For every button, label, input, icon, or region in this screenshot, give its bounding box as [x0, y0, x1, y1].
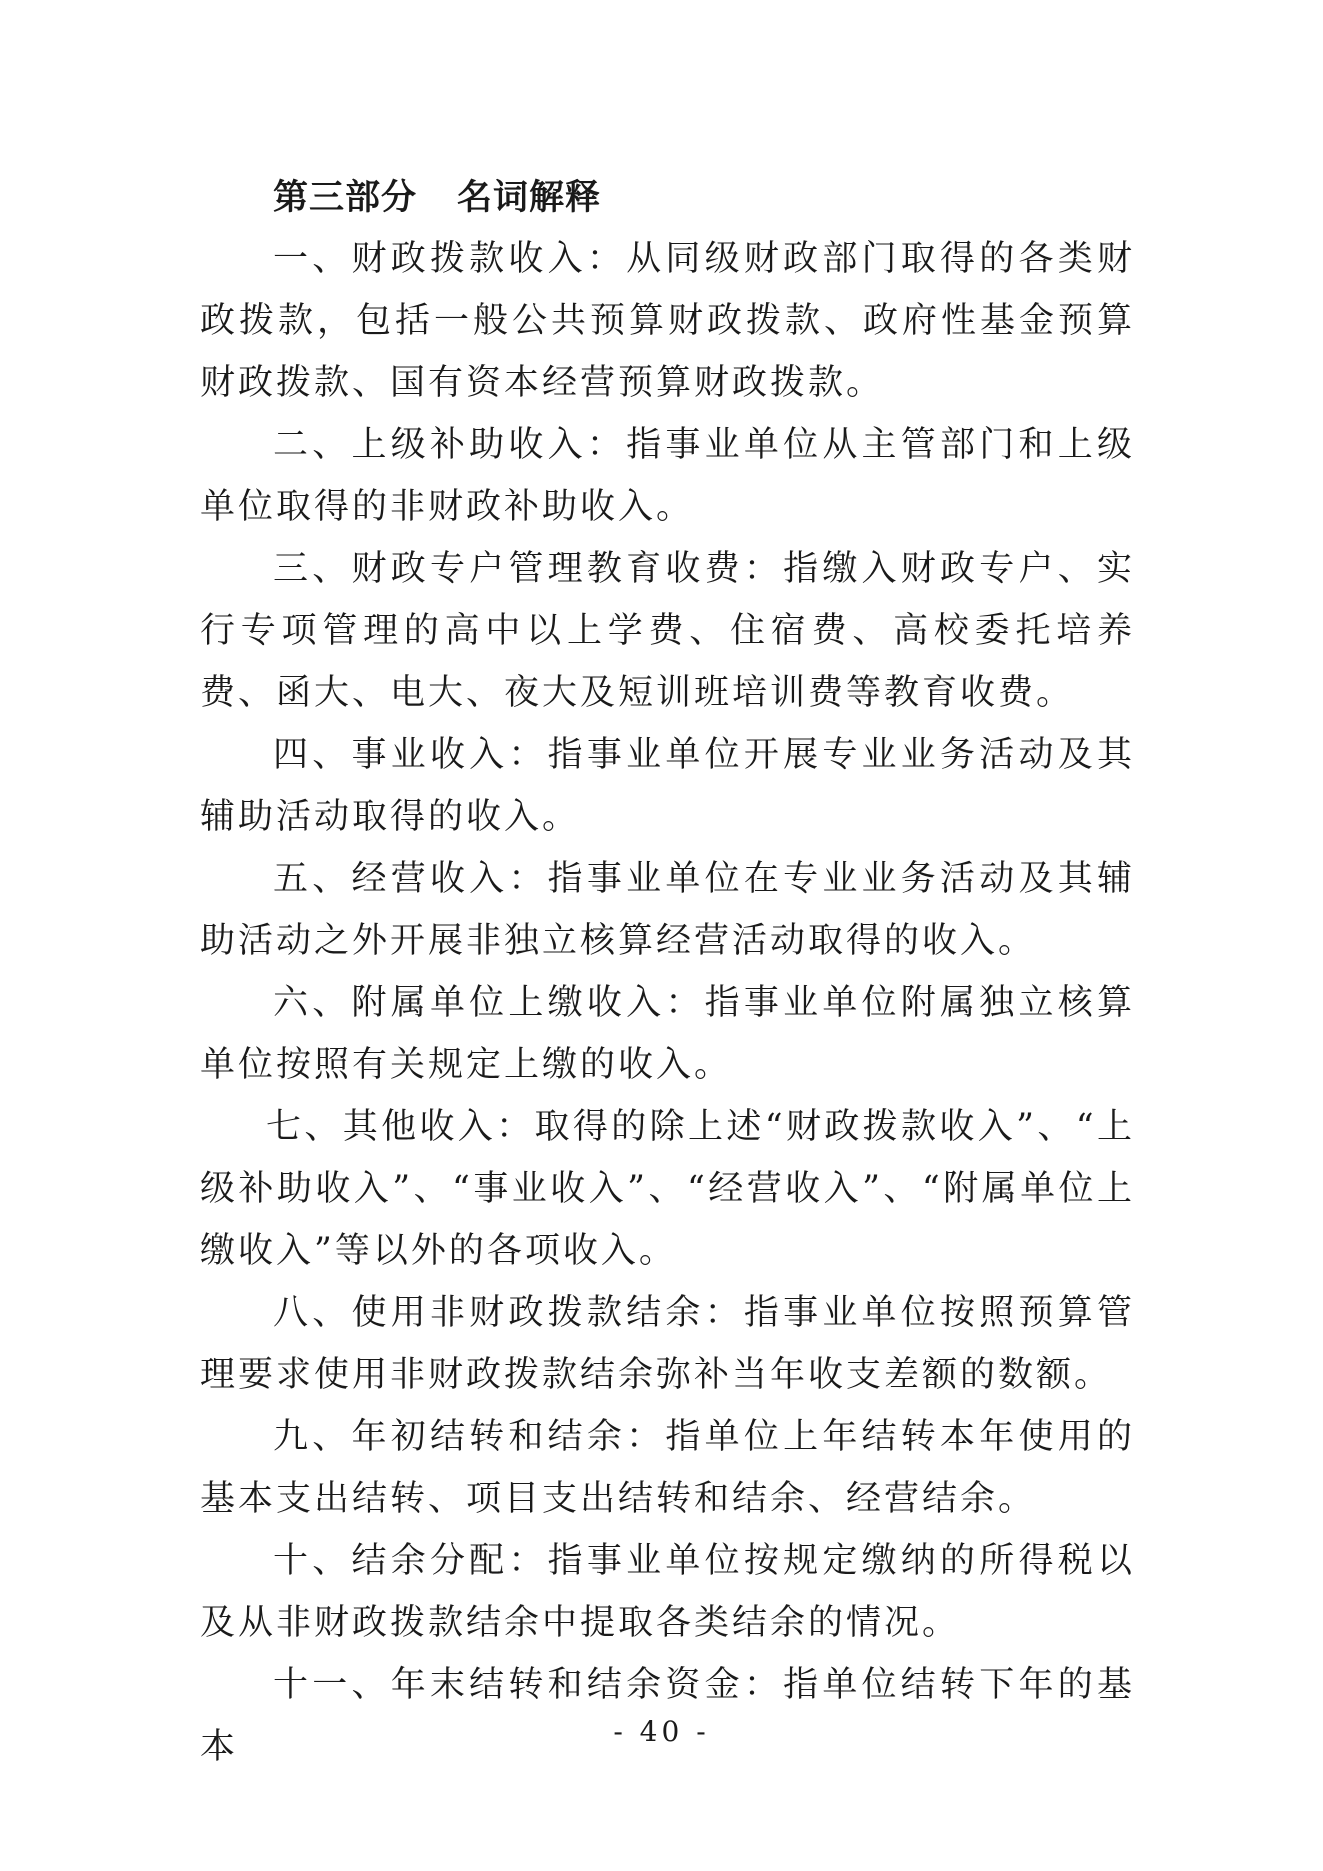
paragraph-education-fees: 三、财政专户管理教育收费：指缴入财政专户、实行专项管理的高中以上学费、住宿费、高校委托培养费、函大、电大、夜大及短训班培训费等教育收费。 — [200, 549, 1135, 713]
paragraph-other-income: 七、其他收入：取得的除上述“财政拨款收入”、“上级补助收入”、“事业收入”、“经营收入”、“附属单位上缴收入”等以外的各项收入。 — [200, 1107, 1135, 1271]
section-part-label: 第三部分 — [273, 178, 418, 218]
paragraph-balance-distribution: 十、结余分配：指事业单位按规定缴纳的所得税以及从非财政拨款结余中提取各类结余的情况。 — [200, 1541, 1135, 1643]
paragraph-fiscal-appropriation-income: 一、财政拨款收入：从同级财政部门取得的各类财政拨款，包括一般公共预算财政拨款、政府性基金预算财政拨款、国有资本经营预算财政拨款。 — [200, 239, 1135, 403]
paragraph-non-fiscal-balance-usage: 八、使用非财政拨款结余：指事业单位按照预算管理要求使用非财政拨款结余弥补当年收支差额的数额。 — [200, 1293, 1135, 1395]
page-number: - 40 - — [613, 1715, 710, 1748]
section-heading — [200, 168, 1135, 228]
paragraph-operating-income: 五、经营收入：指事业单位在专业业务活动及其辅助活动之外开展非独立核算经营活动取得的收入。 — [200, 859, 1135, 961]
section-title: 名词解释 — [457, 178, 602, 218]
paragraph-subsidiary-remittance-income: 六、附属单位上缴收入：指事业单位附属独立核算单位按照有关规定上缴的收入。 — [200, 983, 1135, 1085]
paragraph-superior-subsidy-income: 二、上级补助收入：指事业单位从主管部门和上级单位取得的非财政补助收入。 — [200, 425, 1135, 527]
paragraph-beginning-carryover: 九、年初结转和结余：指单位上年结转本年使用的基本支出结转、项目支出结转和结余、经营结余。 — [200, 1417, 1135, 1519]
document-body — [200, 168, 1135, 1778]
paragraph-business-income: 四、事业收入：指事业单位开展专业业务活动及其辅助活动取得的收入。 — [200, 735, 1135, 837]
paragraph-year-end-carryover: 十一、年末结转和结余资金：指单位结转下年的基本 — [200, 1665, 1135, 1767]
